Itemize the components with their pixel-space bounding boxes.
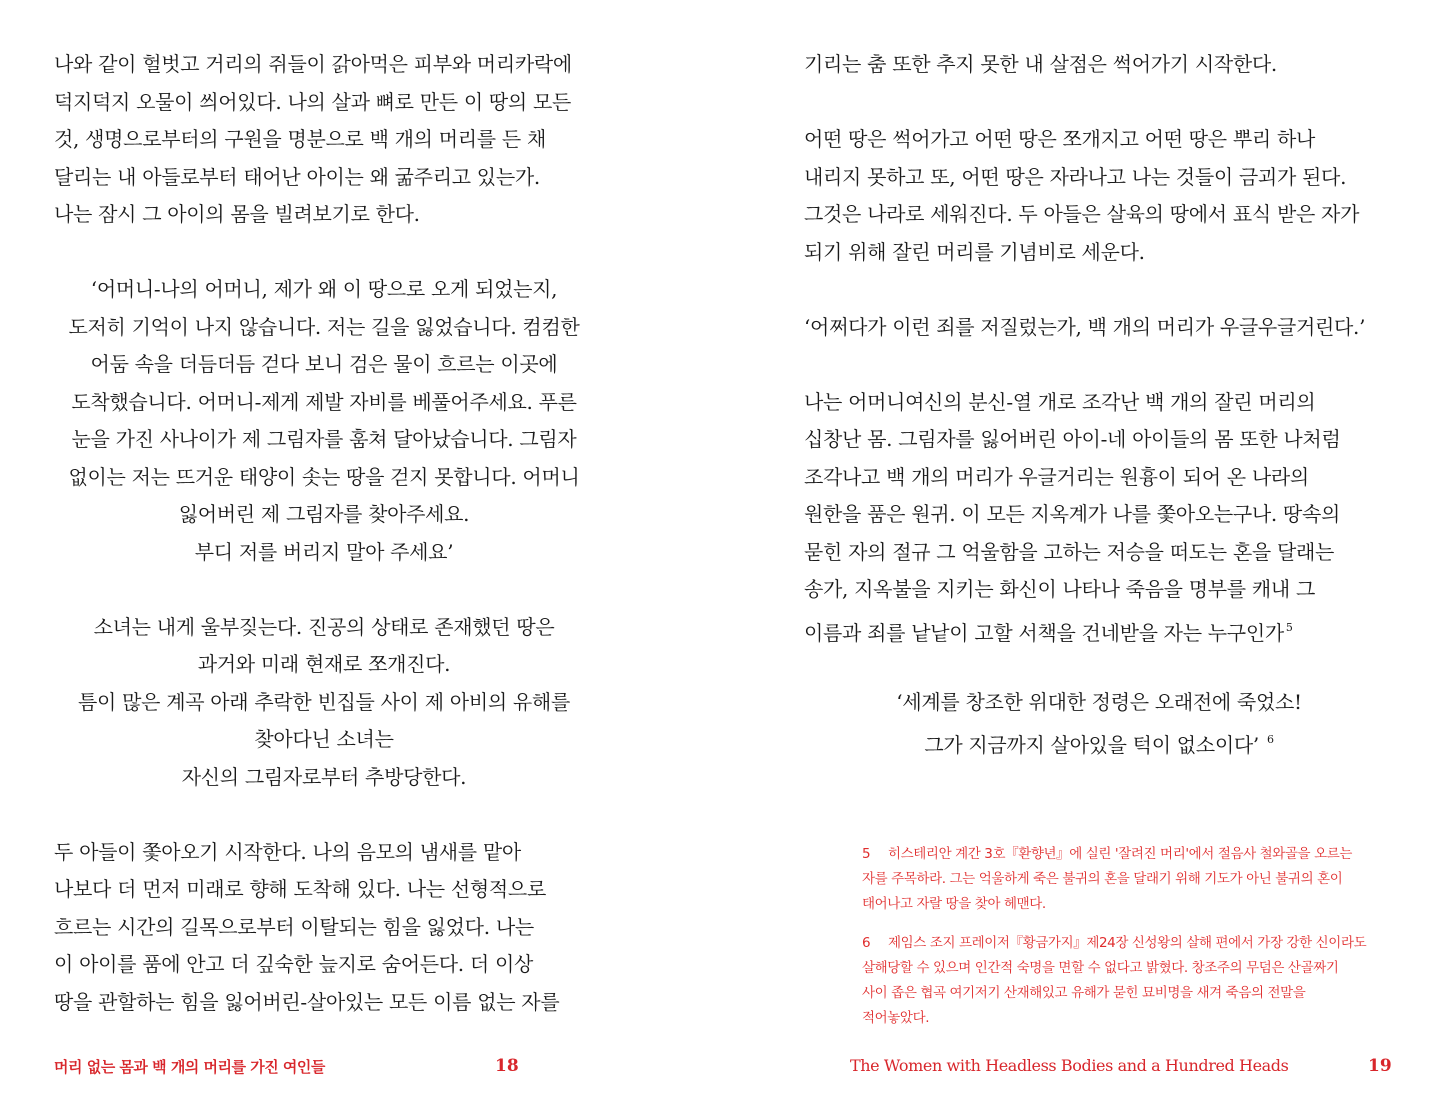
text-line: 도착했습니다. 어머니-제게 제발 자비를 베풀어주세요. 푸른	[71, 389, 577, 414]
text-line: 소녀는 내게 울부짖는다. 진공의 상태로 존재했던 땅은	[93, 614, 555, 639]
text-line: 덕지덕지 오물이 씌어있다. 나의 살과 뼈로 만든 이 땅의 모든	[54, 89, 572, 114]
text-line: 과거와 미래 현재로 쪼개진다.	[197, 652, 451, 676]
text-line: 것, 생명으로부터의 구원을 명분으로 백 개의 머리를 든 채	[54, 127, 546, 151]
text-line: 흐르는 시간의 길목으로부터 이탈되는 힘을 잃었다. 나는	[54, 914, 534, 939]
text-line: 조각나고 백 개의 머리가 우글거리는 원흉이 되어 온 나라의	[804, 464, 1309, 489]
paragraph	[54, 46, 594, 234]
running-footer-title: The Women with Headless Bodies and a Hundred Heads	[850, 1056, 1289, 1075]
text-line: 달리는 내 아들로부터 태어난 아이는 왜 굶주리고 있는가.	[54, 164, 540, 189]
text-line: 어떤 땅은 썩어가고 어떤 땅은 쪼개지고 어떤 땅은 뿌리 하나	[804, 127, 1315, 151]
line-text: 이름과 죄를 낱낱이 고할 서책을 건네받을 자는 누구인가	[804, 620, 1284, 645]
text-line: 두 아들이 쫓아오기 시작한다. 나의 음모의 냄새를 맡아	[54, 839, 521, 864]
footnote-text: 제임스 조지 프레이저『황금가지』제24장 신성왕의 살해 편에서 가장 강한 신이라도	[888, 935, 1367, 951]
footnote-line: 사이 좁은 협곡 여기저기 산재해있고 유해가 묻힌 묘비명을 새겨 죽음의 전말을	[862, 985, 1306, 1001]
text-line: 그것은 나라로 세워진다. 두 아들은 살육의 땅에서 표식 받은 자가	[804, 202, 1360, 226]
paragraph	[804, 46, 1394, 84]
text-line: 이 아이를 품에 안고 더 깊숙한 늪지로 숨어든다. 더 이상	[54, 952, 534, 976]
footnote-marker[interactable]: 5	[1285, 620, 1293, 634]
text-line: 찾아다닌 소녀는	[254, 727, 394, 751]
quote-block	[54, 271, 594, 571]
footnote	[862, 842, 1392, 917]
text-line: ‘세계를 창조한 위대한 정령은 오래전에 죽었소!	[896, 689, 1302, 714]
footnote	[862, 931, 1392, 1031]
footnote-line	[862, 842, 1392, 867]
text-line: 부디 저를 버리지 말아 주세요’	[194, 539, 454, 564]
text-line: 자신의 그림자로부터 추방당한다.	[181, 764, 467, 789]
text-line: 땅을 관할하는 힘을 잃어버린-살아있는 모든 이름 없는 자를	[54, 989, 560, 1014]
text-line: 되기 위해 잘린 머리를 기념비로 세운다.	[804, 239, 1145, 264]
text-line	[804, 721, 1394, 759]
paragraph	[804, 121, 1394, 271]
left-page	[0, 0, 720, 1111]
text-line: 나는 잠시 그 아이의 몸을 빌려보기로 한다.	[54, 202, 420, 226]
quote-block	[804, 684, 1394, 759]
text-line: 십창난 몸. 그림자를 잃어버린 아이-네 아이들의 몸 또한 나처럼	[804, 427, 1341, 451]
right-page	[720, 0, 1441, 1111]
text-line	[804, 609, 1394, 647]
text-line: 도저히 기억이 나지 않습니다. 저는 길을 잃었습니다. 컴컴한	[68, 314, 580, 339]
text-line: 원한을 품은 원귀. 이 모든 지옥계가 나를 쫓아오는구나. 땅속의	[804, 502, 1341, 526]
text-line: 나는 어머니여신의 분신-열 개로 조각난 백 개의 잘린 머리의	[804, 389, 1316, 414]
text-line: 묻힌 자의 절규 그 억울함을 고하는 저승을 떠도는 혼을 달래는	[804, 539, 1335, 564]
line-text: 그가 지금까지 살아있을 턱이 없소이다’	[924, 733, 1259, 757]
page-number: 19	[1368, 1056, 1392, 1076]
text-line: 어둠 속을 더듬더듬 걷다 보니 검은 물이 흐르는 이곳에	[90, 352, 558, 376]
footnote-line: 자를 주목하라. 그는 억울하게 죽은 불귀의 혼을 달래기 위해 기도가 아닌 불귀의 혼이	[862, 871, 1343, 887]
text-line: 없이는 저는 뜨거운 태양이 솟는 땅을 걷지 못합니다. 어머니	[68, 464, 580, 489]
footnote-line: 태어나고 자랄 땅을 찾아 헤맨다.	[862, 896, 1046, 912]
left-body	[54, 46, 594, 1021]
footnote-line: 적어놓았다.	[862, 1010, 930, 1026]
text-line: 잃어버린 제 그림자를 찾아주세요.	[178, 502, 470, 526]
paragraph	[804, 384, 1394, 647]
running-footer-title: 머리 없는 몸과 백 개의 머리를 가진 여인들	[54, 1058, 325, 1076]
text-line: 송가, 지옥불을 지키는 화신이 나타나 죽음을 명부를 캐내 그	[804, 577, 1315, 601]
text-line: 나보다 더 먼저 미래로 향해 도착해 있다. 나는 선형적으로	[54, 877, 546, 901]
right-body	[804, 46, 1394, 759]
text-line: ‘어쩌다가 이런 죄를 저질렀는가, 백 개의 머리가 우글우글거린다.’	[804, 314, 1366, 339]
text-line: 눈을 가진 사나이가 제 그림자를 훔쳐 달아났습니다. 그림자	[71, 427, 577, 451]
footnote-line: 살해당할 수 있으며 인간적 숙명을 면할 수 없다고 밝혔다. 창조주의 무덤은 산골짜기	[862, 960, 1339, 976]
paragraph	[54, 834, 594, 1022]
footnote-text: 히스테리안 계간 3호『환향년』에 실린 '잘려진 머리'에서 절음사 철와골을 오르는	[888, 846, 1353, 862]
footnote-marker[interactable]: 6	[1266, 733, 1274, 746]
text-line: 틈이 많은 계곡 아래 추락한 빈집들 사이 제 아비의 유해를	[78, 689, 570, 714]
footnote-number: 6	[862, 935, 871, 951]
text-line: 내리지 못하고 또, 어떤 땅은 자라나고 나는 것들이 금괴가 된다.	[804, 164, 1347, 189]
paragraph-centered	[54, 609, 594, 797]
footnotes	[862, 842, 1392, 1045]
text-line: 나와 같이 헐벗고 거리의 쥐들이 갉아먹은 피부와 머리카락에	[54, 52, 572, 76]
text-line: 기리는 춤 또한 추지 못한 내 살점은 썩어가기 시작한다.	[804, 52, 1277, 76]
page-number: 18	[495, 1056, 519, 1076]
quote-block	[804, 309, 1394, 347]
footnote-line	[862, 931, 1392, 956]
text-line: ‘어머니-나의 어머니, 제가 왜 이 땅으로 오게 되었는지,	[90, 277, 558, 301]
footnote-number: 5	[862, 846, 871, 862]
